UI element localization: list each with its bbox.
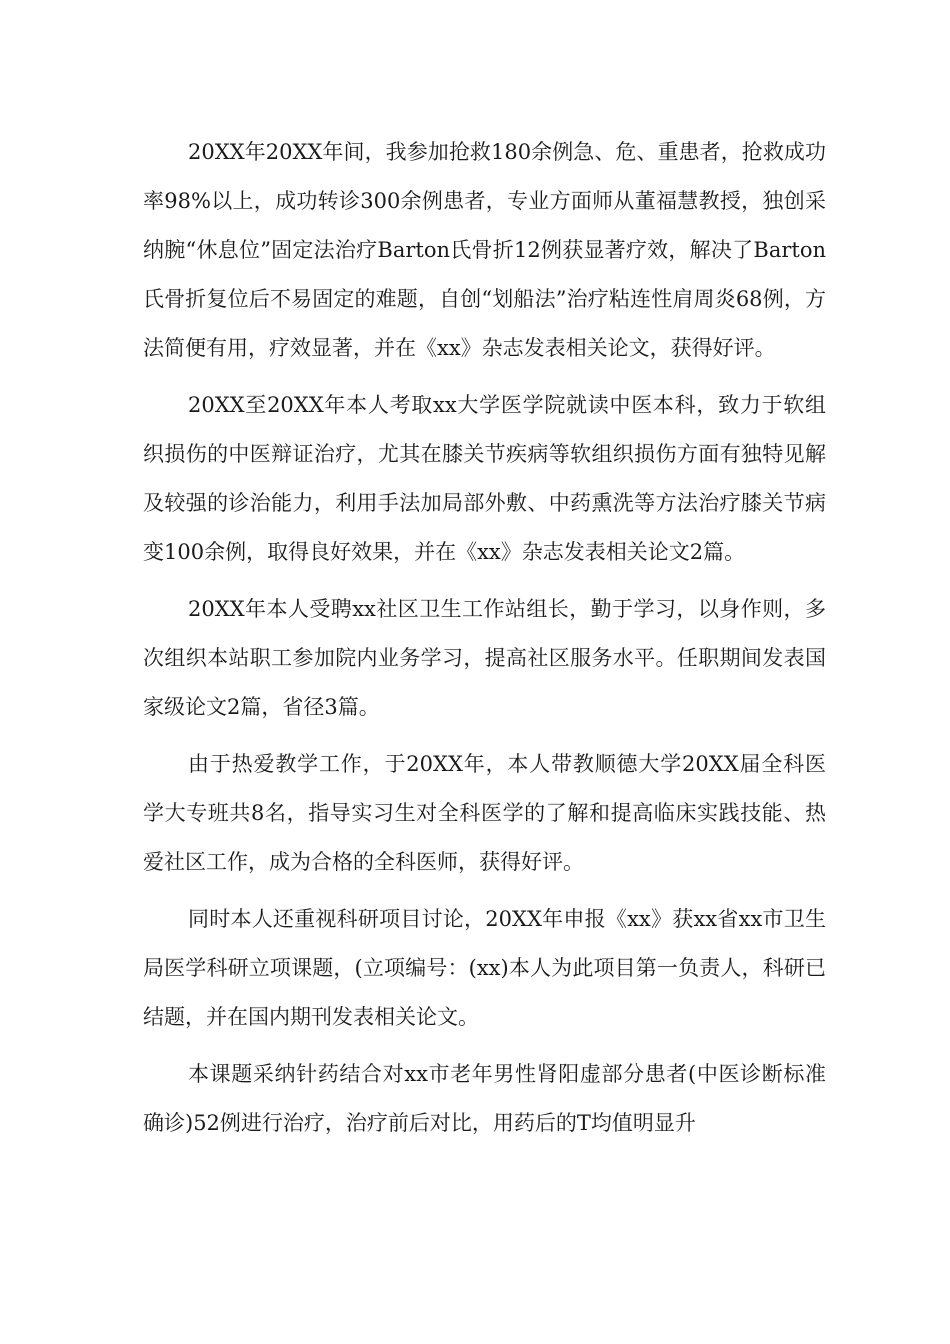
paragraph-5: 同时本人还重视科研项目讨论，20XX年申报《xx》获xx省xx市卫生局医学科研立项课题，(立项编号：(xx)本人为此项目第一负责人，科研已结题，并在国内期刊发表相关论文。 [143,907,826,1029]
paragraph-1: 20XX年20XX年间，我参加抢救180余例急、危、重患者，抢救成功率98%以上，成功转诊300余例患者，专业方面师从董福慧教授，独创采纳腕“休息位”固定法治疗Barton氏骨折12例获显著疗效，解决了Barton氏骨折复位后不易固定的难题，自创“划船法”治疗粘连性肩周炎68例，方法简便有用，疗效显著，并在《xx》杂志发表相关论文，获得好评。 [143,140,826,360]
paragraph-2: 20XX至20XX年本人考取xx大学医学院就读中医本科，致力于软组织损伤的中医辩证治疗，尤其在膝关节疾病等软组织损伤方面有独特见解及较强的诊治能力，利用手法加局部外敷、中药熏洗等方法治疗膝关节病变100余例，取得良好效果，并在《xx》杂志发表相关论文2篇。 [143,393,826,564]
paragraph-6: 本课题采纳针药结合对xx市老年男性肾阳虚部分患者(中医诊断标准确诊)52例进行治疗，治疗前后对比，用药后的T均值明显升 [143,1062,826,1135]
paragraph-3: 20XX年本人受聘xx社区卫生工作站组长，勤于学习，以身作则，多次组织本站职工参加院内业务学习，提高社区服务水平。任职期间发表国家级论文2篇，省径3篇。 [143,597,826,719]
document-body [143,128,826,1156]
paragraph-4: 由于热爱教学工作，于20XX年，本人带教顺德大学20XX届全科医学大专班共8名，指导实习生对全科医学的了解和提高临床实践技能、热爱社区工作，成为合格的全科医师，获得好评。 [143,752,826,874]
